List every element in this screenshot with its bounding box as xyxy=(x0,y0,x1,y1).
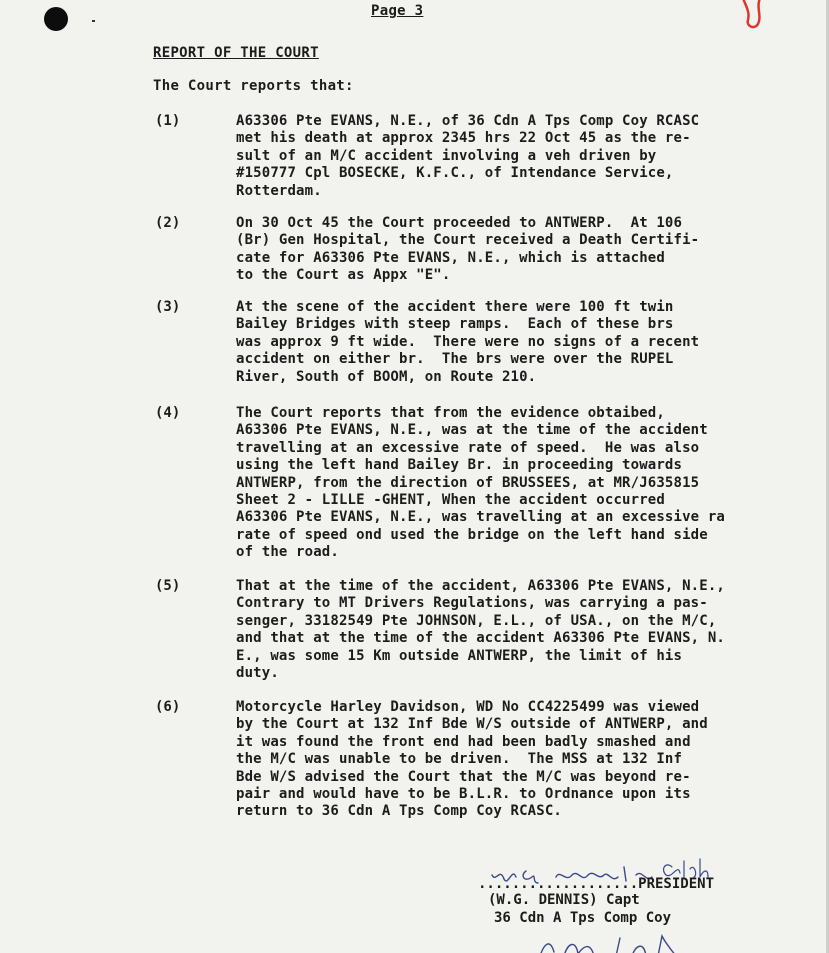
president-line: ...................PRESIDENT xyxy=(478,876,715,892)
item-text: A63306 Pte EVANS, N.E., of 36 Cdn A Tps Comp Coy RCASC met his death at approx 2345 hrs 22 Oct 45 as the re- sult of an M/C accident involving a veh driven by #150777 Cpl BOSECKE, K.F.C., of Intendance Service, Rotterdam. xyxy=(236,113,700,199)
ink-speck xyxy=(92,20,95,22)
signatory-name: (W.G. DENNIS) Capt xyxy=(488,892,640,908)
second-signature xyxy=(520,926,700,953)
item-text: On 30 Oct 45 the Court proceeded to ANTWERP. At 106 (Br) Gen Hospital, the Court received a Death Certifi- cate for A63306 Pte EVANS, N.E., which is attached to the Court as Appx "E". xyxy=(236,215,700,284)
item-number: (1) xyxy=(155,113,181,129)
item-text: That at the time of the accident, A63306 Pte EVANS, N.E., Contrary to MT Drivers Regulations, was carrying a pas- senger, 33182549 Pte JOHNSON, E.L., of USA., on the M/C, and that at the time of the accident A63306 Pte EVANS, N. E., was some 15 Km outside ANTWERP, the limit of his duty. xyxy=(236,578,725,682)
item-number: (2) xyxy=(155,215,181,231)
item-number: (3) xyxy=(155,299,181,315)
report-heading: REPORT OF THE COURT xyxy=(153,45,319,61)
item-number: (4) xyxy=(155,405,181,421)
item-number: (6) xyxy=(155,699,181,715)
item-number: (5) xyxy=(155,578,181,594)
punch-hole xyxy=(44,7,68,31)
item-text: At the scene of the accident there were 100 ft twin Bailey Bridges with steep ramps. Each of these brs was approx 9 ft wide. There were no signs of a recent accident on either br. The brs were over the RUPEL River, South of BOOM, on Route 210. xyxy=(236,299,700,385)
item-text: Motorcycle Harley Davidson, WD No CC4225499 was viewed by the Court at 132 Inf Bde W/S outside of ANTWERP, and it was found the front end had been badly smashed and the M/C was unable to be driven. The MSS at 132 Inf Bde W/S advised the Court that the M/C was beyond re- pair and would have to be B.L.R. to Ordnance upon its return to 36 Cdn A Tps Comp Coy RCASC. xyxy=(236,699,708,820)
red-pencil-mark xyxy=(736,0,768,34)
item-text: The Court reports that from the evidence obtaibed, A63306 Pte EVANS, N.E., was at the time of the accident travelling at an excessive rate of speed. He was also using the left hand Bailey Br. in proceeding towards ANTWERP, from the direction of BRUSSEES, at MR/J635815 Sheet 2 - LILLE -GHENT, When the accident occurred A63306 Pte EVANS, N.E., was travelling at an excessive ra rate of speed ond used the bridge on the left hand side of the road. xyxy=(236,405,725,561)
intro-line: The Court reports that: xyxy=(153,78,354,94)
signatory-unit: 36 Cdn A Tps Comp Coy xyxy=(494,910,672,926)
page-number: Page 3 xyxy=(371,3,424,19)
